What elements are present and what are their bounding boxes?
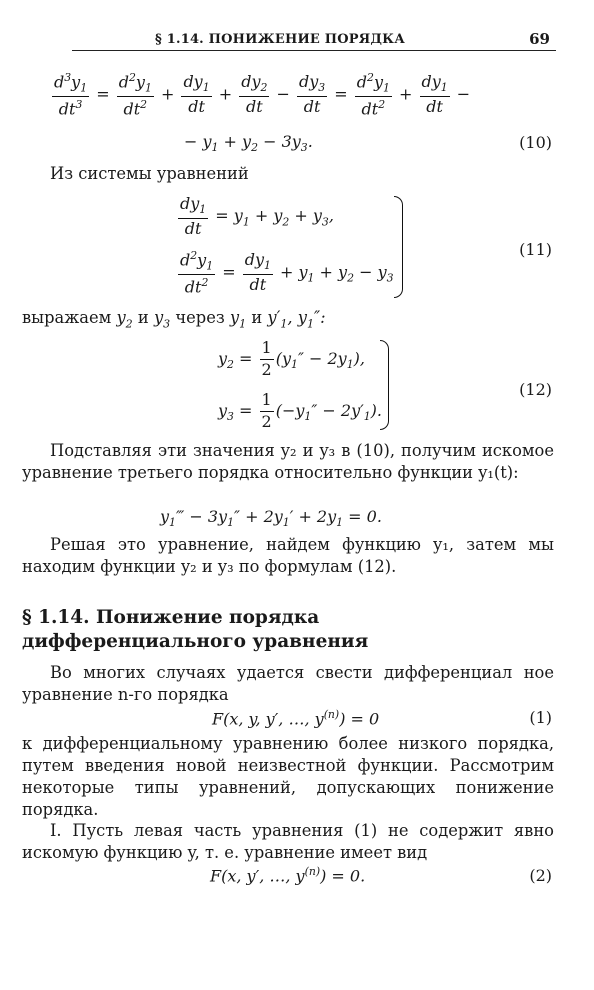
- equation-number-12: (12): [519, 380, 552, 399]
- system-brace-12: [380, 340, 389, 430]
- header-title: § 1.14. ПОНИЖЕНИЕ ПОРЯДКА: [155, 32, 405, 47]
- paragraph-solving: Решая это уравнение, найдем функцию y₁, затем мы находим функции y₂ и y₃ по формулам (12).: [22, 535, 554, 576]
- equation-11-row1: $\frac{dy_1}{dt}$ = $y_1 + y_2 + y_3$,: [180, 194, 334, 238]
- text-and-2: и: [251, 308, 263, 327]
- text-and-1: и: [137, 308, 149, 327]
- equation-10-line1: $\frac{d^3y_1}{dt^3}$ = $\frac{d^2y_1}{dt^2}$ + $\frac{dy_1}{dt}$ + $\frac{dy_2}{dt}$ − $\frac{dy_3}{dt}$ = $\frac{d^2y_1}{dt^2}$ + $\frac{dy_1}{dt}$ −: [54, 71, 471, 119]
- equation-number-10: (10): [519, 133, 552, 152]
- header-rule: [72, 50, 556, 51]
- paragraph-lower-order: к дифференциальному уравнению более низкого порядка, путем введения новой неизвестной функции. Рассмотрим некоторые типы уравнений, допускающих понижение порядка.: [22, 734, 554, 819]
- section-heading-line1: § 1.14. Понижение порядка: [22, 607, 320, 628]
- paragraph-substitute: Подставляя эти значения y₂ и y₃ в (10), получим искомое уравнение третьего порядка относительно функции y₁(t):: [22, 441, 554, 482]
- equation-third-order: $y_1‴ - 3y_1'' + 2y_1' + 2y_1 = 0$.: [160, 507, 382, 530]
- system-brace-11: [394, 196, 403, 298]
- paragraph-many-cases: Во многих случаях удается свести дифференциал ное уравнение n-го порядка: [22, 663, 554, 704]
- equation-number-1: (1): [529, 708, 552, 727]
- text-express: выражаем: [22, 308, 112, 327]
- equation-12-row1: $y_2$ = $\frac{1}{2}$ $(y_1'' - 2y_1)$,: [218, 338, 365, 379]
- equation-10-line2: − $y_1 + y_2 - 3y_3$.: [184, 132, 313, 155]
- equation-12-row2: $y_3$ = $\frac{1}{2}$ $(-y_1'' - 2y'_1)$.: [218, 390, 382, 431]
- equation-1: F(x, y, y′, …, $y^{(n)}) = 0$: [212, 708, 380, 729]
- equation-11-row2: $\frac{d^2y_1}{dt^2}$ = $\frac{dy_1}{dt}$ + $y_1 + y_2 - y_3$: [180, 249, 394, 297]
- page-number: 69: [529, 30, 550, 48]
- equation-number-2: (2): [529, 866, 552, 885]
- paragraph-express: выражаем $y_2$ и $y_3$ через $y_1$ и $y'_1$, $y_1''$:: [22, 308, 326, 331]
- paragraph-case-1: I. Пусть левая часть уравнения (1) не содержит явно искомую функцию y, т. е. уравнение имеет вид: [22, 821, 554, 862]
- running-header: [50, 30, 556, 52]
- paragraph-system: Из системы уравнений: [50, 164, 249, 183]
- equation-2: F(x, y′, …, $y^{(n)}) = 0$.: [210, 865, 366, 886]
- section-heading-line2: дифференциального уравнения: [22, 631, 369, 652]
- text-through: через: [175, 308, 225, 327]
- equation-number-11: (11): [519, 240, 552, 259]
